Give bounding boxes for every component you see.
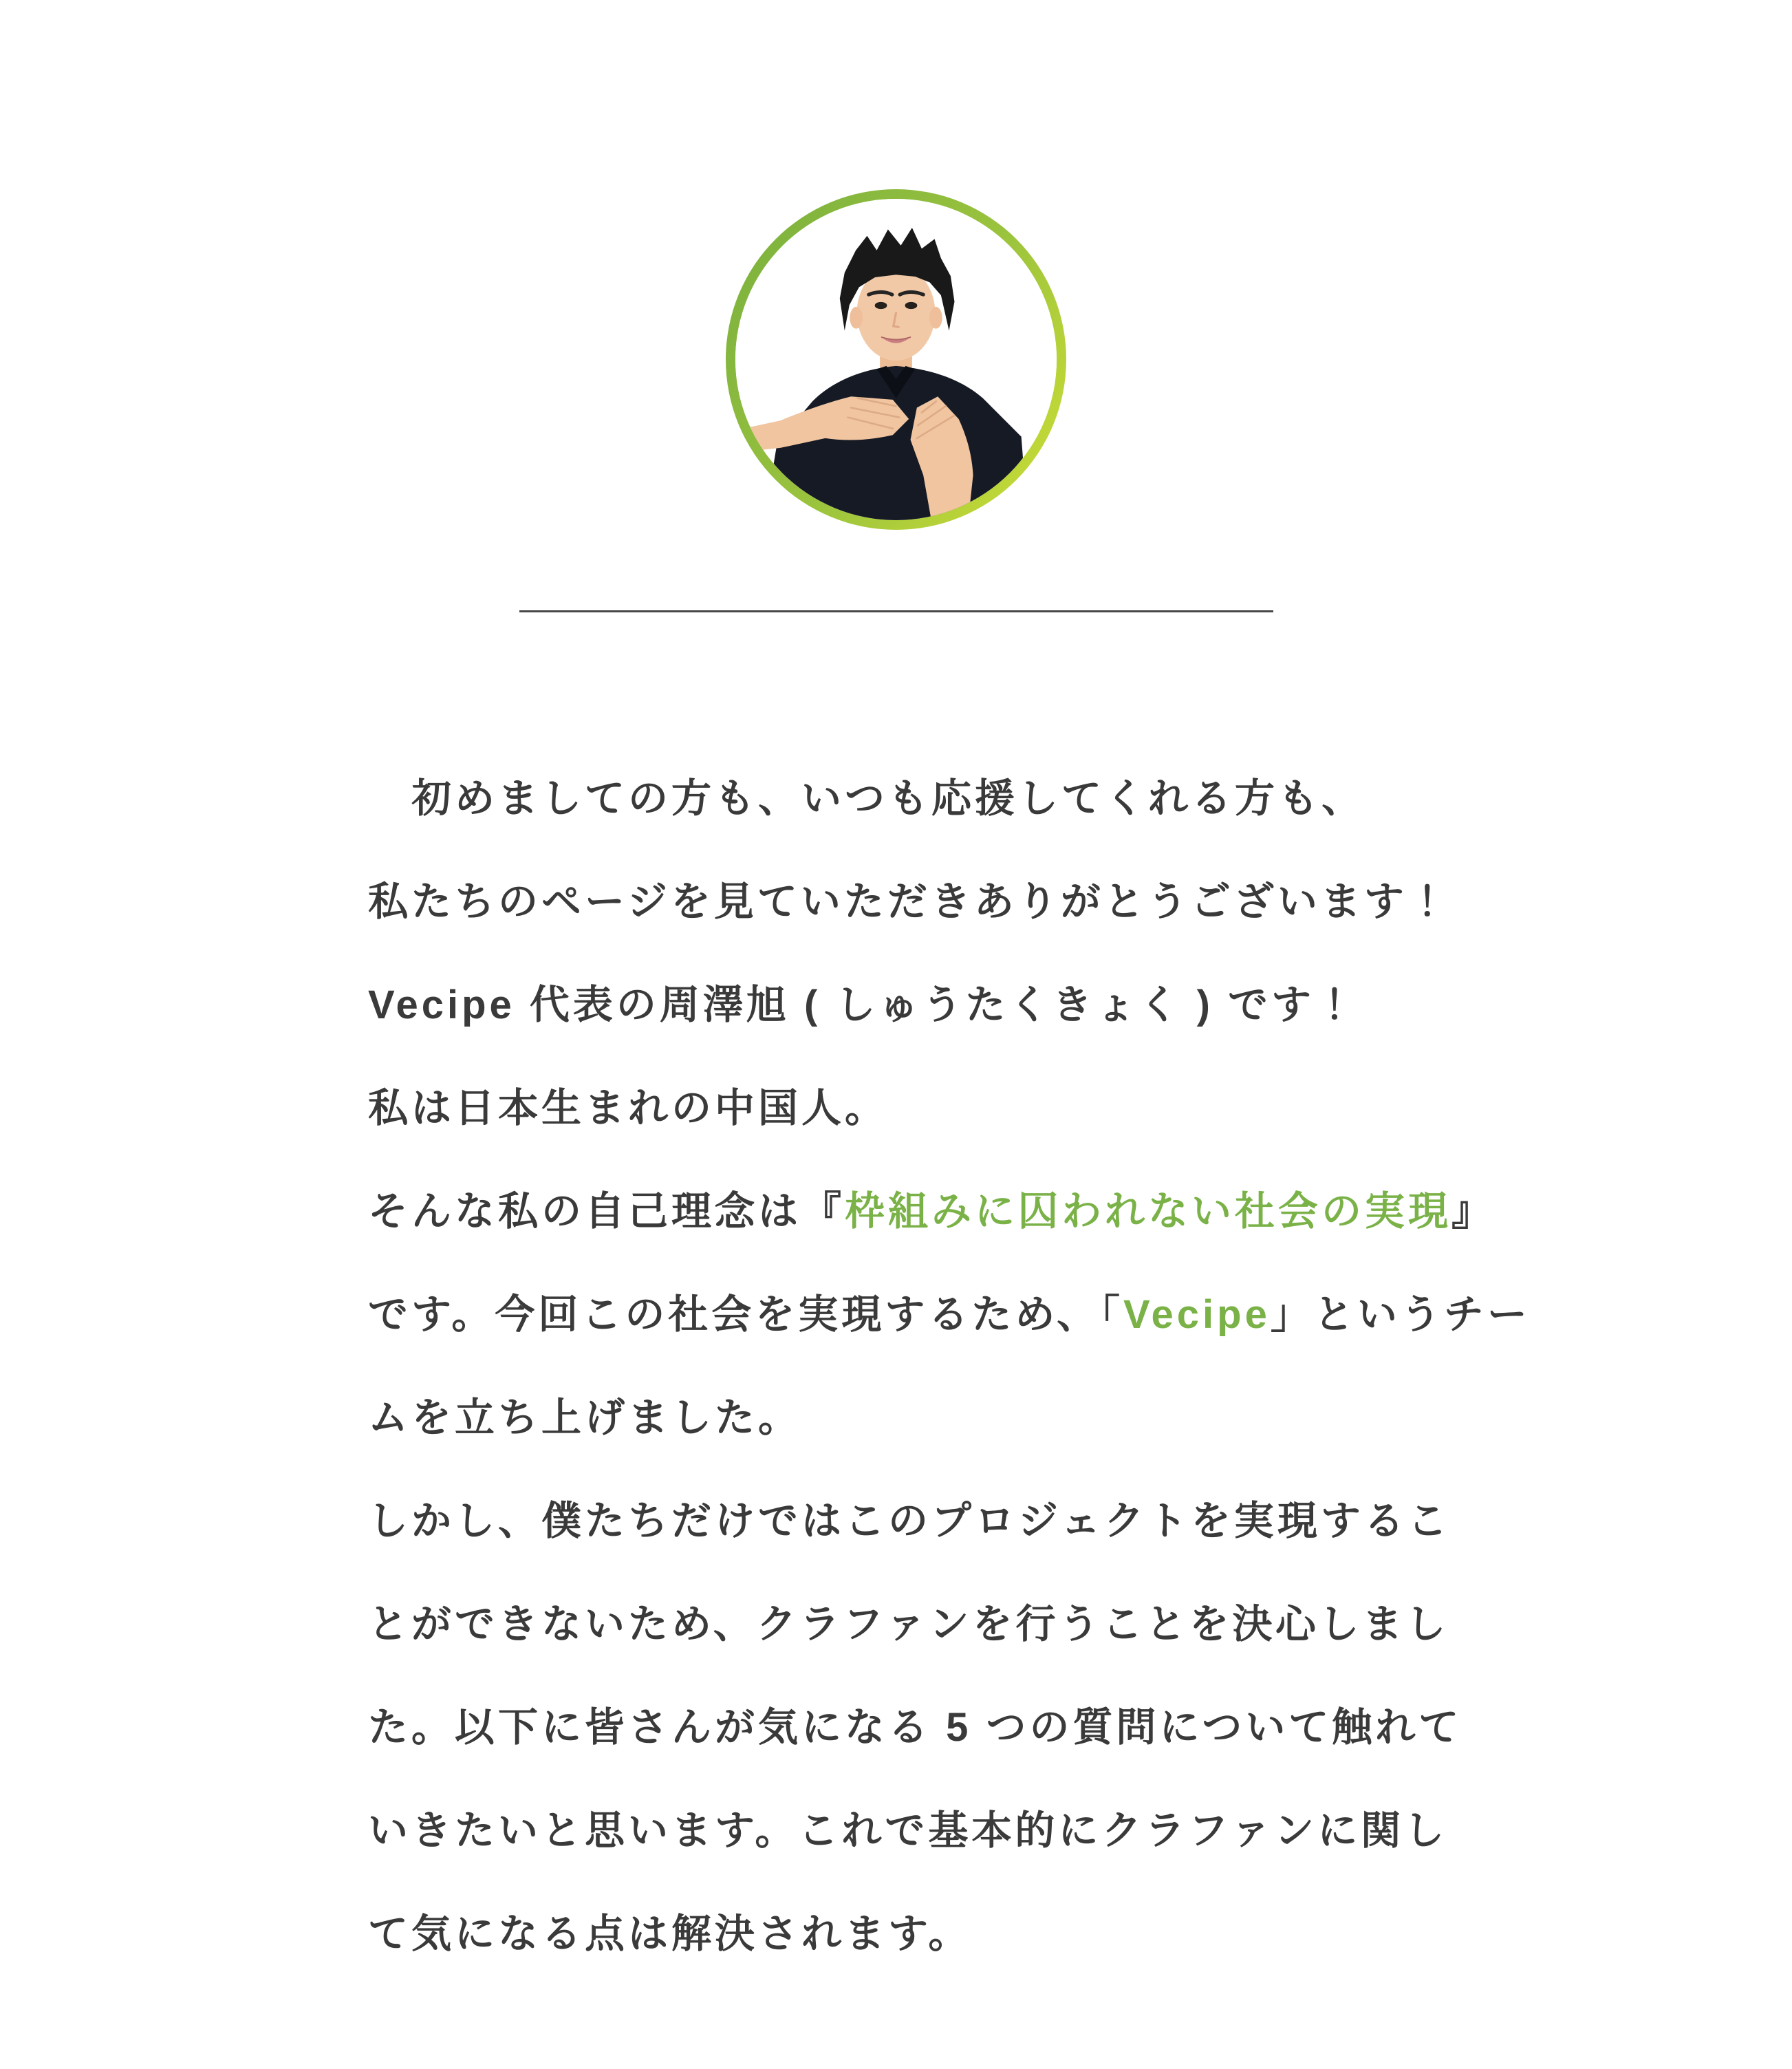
portrait-illustration: [735, 199, 1057, 520]
body-text: た。以下に皆さんが気になる 5 つの質問について触れて: [368, 1705, 1462, 1750]
body-text: いきたいと思います。これで基本的にクラファンに関し: [368, 1808, 1448, 1853]
highlight-text: Vecipe: [1123, 1292, 1271, 1337]
text-line: [368, 1366, 1531, 1470]
text-line: [368, 1573, 1531, 1676]
text-line: [368, 1779, 1531, 1883]
body-text: 私たちのページを見ていただきありがとうございます！: [368, 879, 1451, 924]
text-line: [368, 747, 1531, 850]
body-text: とができないため、クラファンを行うことを決心しまし: [368, 1602, 1449, 1647]
highlight-text: 枠組みに囚われない社会の実現: [845, 1189, 1452, 1234]
text-line: [368, 954, 1531, 1057]
body-text: しかし、僕たちだけではこのプロジェクトを実現するこ: [368, 1499, 1451, 1543]
text-line: [368, 1263, 1531, 1366]
divider-line: [519, 610, 1273, 612]
text-line: [368, 850, 1531, 954]
body-text: 私は日本生まれの中国人。: [368, 1086, 889, 1130]
body-text: ムを立ち上げました。: [368, 1395, 802, 1440]
body-text: Vecipe 代表の周澤旭 ( しゅうたくきょく ) です！: [368, 983, 1359, 1027]
text-line: [368, 1160, 1531, 1263]
text-line: [368, 1676, 1531, 1779]
body-text: 』: [1451, 1189, 1496, 1234]
body-text: です。今回この社会を実現するため、「: [368, 1292, 1124, 1337]
body-text: 初めましての方も、いつも応援してくれる方も、: [368, 776, 1365, 821]
text-line: [368, 1883, 1531, 1986]
avatar: [735, 199, 1057, 520]
body-text: そんな私の自己理念は『: [368, 1189, 845, 1234]
avatar-ring: [726, 189, 1066, 530]
body-text: 」というチー: [1270, 1292, 1531, 1337]
text-line: [368, 1057, 1531, 1160]
text-line: [368, 1470, 1531, 1573]
intro-paragraph: [368, 747, 1531, 1986]
body-text: て気になる点は解決されます。: [368, 1911, 972, 1956]
